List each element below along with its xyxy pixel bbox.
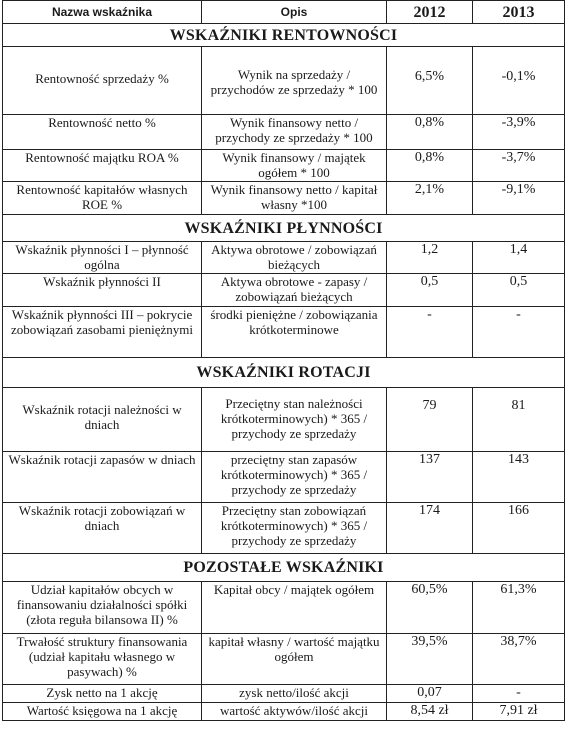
table-row [3, 307, 565, 358]
header-2012: 2012 [387, 1, 473, 24]
indicator-description: zysk netto/ilość akcji [202, 685, 387, 703]
header-name: Nazwa wskaźnika [3, 1, 202, 24]
indicator-name: Rentowność kapitałów własnych ROE % [3, 182, 202, 215]
indicator-name: Rentowność netto % [3, 115, 202, 150]
value-2012: 79 [387, 388, 473, 452]
indicator-description: Wynik na sprzedaży / przychodów ze sprzedaży * 100 [202, 47, 387, 115]
table-row [3, 582, 565, 634]
indicator-description: środki pieniężne / zobowiązania krótkoterminowe [202, 307, 387, 358]
section-title-other: POZOSTAŁE WSKAŹNIKI [3, 554, 565, 582]
indicator-name: Wskaźnik rotacji należności w dniach [3, 388, 202, 452]
value-2013: 1,4 [473, 242, 565, 274]
indicator-description: przeciętny stan zapasów krótkoterminowych) * 365 / przychody ze sprzedaży [202, 452, 387, 503]
indicator-name: Rentowność sprzedaży % [3, 47, 202, 115]
value-2012: 0,8% [387, 115, 473, 150]
table-row [3, 242, 565, 274]
value-2012: 2,1% [387, 182, 473, 215]
value-2012: 0,8% [387, 150, 473, 182]
table-row [3, 150, 565, 182]
table-row [3, 274, 565, 307]
value-2013: 7,91 zł [473, 703, 565, 721]
indicator-name: Wskaźnik rotacji zobowiązań w dniach [3, 503, 202, 554]
indicator-description: Przeciętny stan zobowiązań krótkoterminowych) * 365 / przychody ze sprzedaży [202, 503, 387, 554]
header-row [3, 1, 565, 24]
table-row [3, 388, 565, 452]
value-2013: 0,5 [473, 274, 565, 307]
indicators-table [2, 0, 565, 721]
value-2013: - [473, 685, 565, 703]
indicator-description: Kapitał obcy / majątek ogółem [202, 582, 387, 634]
value-2013: - [473, 307, 565, 358]
value-2013: -9,1% [473, 182, 565, 215]
header-2013: 2013 [473, 1, 565, 24]
section-title-liquidity: WSKAŹNIKI PŁYNNOŚCI [3, 215, 565, 242]
indicator-description: Wynik finansowy netto / kapitał własny *100 [202, 182, 387, 215]
table-row [3, 634, 565, 685]
table-row [3, 503, 565, 554]
table-row [3, 115, 565, 150]
value-2013: 38,7% [473, 634, 565, 685]
indicator-description: Przeciętny stan należności krótkoterminowych) * 365 / przychody ze sprzedaży [202, 388, 387, 452]
indicator-description: wartość aktywów/ilość akcji [202, 703, 387, 721]
table-row [3, 685, 565, 703]
value-2012: 6,5% [387, 47, 473, 115]
indicator-name: Udział kapitałów obcych w finansowaniu działalności spółki (złota reguła bilansowa II) % [3, 582, 202, 634]
value-2013: -3,7% [473, 150, 565, 182]
value-2012: 8,54 zł [387, 703, 473, 721]
value-2012: 174 [387, 503, 473, 554]
value-2013: 166 [473, 503, 565, 554]
value-2012: - [387, 307, 473, 358]
value-2012: 0,5 [387, 274, 473, 307]
table-row [3, 182, 565, 215]
indicator-name: Rentowność majątku ROA % [3, 150, 202, 182]
header-description: Opis [202, 1, 387, 24]
section-row [3, 24, 565, 47]
indicator-description: kapitał własny / wartość majątku ogółem [202, 634, 387, 685]
value-2012: 1,2 [387, 242, 473, 274]
indicator-name: Wskaźnik płynności III – pokrycie zobowiązań zasobami pieniężnymi [3, 307, 202, 358]
section-row [3, 554, 565, 582]
table-row [3, 452, 565, 503]
section-row [3, 215, 565, 242]
section-title-profitability: WSKAŹNIKI RENTOWNOŚCI [3, 24, 565, 47]
value-2013: -0,1% [473, 47, 565, 115]
table-row [3, 47, 565, 115]
value-2012: 60,5% [387, 582, 473, 634]
value-2013: -3,9% [473, 115, 565, 150]
value-2013: 81 [473, 388, 565, 452]
indicator-description: Aktywa obrotowe / zobowiązań bieżących [202, 242, 387, 274]
table-row [3, 703, 565, 721]
value-2012: 39,5% [387, 634, 473, 685]
indicator-description: Aktywa obrotowe - zapasy / zobowiązań bieżących [202, 274, 387, 307]
value-2012: 137 [387, 452, 473, 503]
value-2013: 61,3% [473, 582, 565, 634]
indicator-name: Zysk netto na 1 akcję [3, 685, 202, 703]
indicator-name: Wskaźnik płynności II [3, 274, 202, 307]
value-2012: 0,07 [387, 685, 473, 703]
section-row [3, 358, 565, 388]
indicator-name: Wskaźnik płynności I – płynność ogólna [3, 242, 202, 274]
value-2013: 143 [473, 452, 565, 503]
indicator-name: Wartość księgowa na 1 akcję [3, 703, 202, 721]
indicator-name: Wskaźnik rotacji zapasów w dniach [3, 452, 202, 503]
section-title-turnover: WSKAŹNIKI ROTACJI [3, 358, 565, 388]
indicator-description: Wynik finansowy / majątek ogółem * 100 [202, 150, 387, 182]
indicator-description: Wynik finansowy netto / przychody ze sprzedaży * 100 [202, 115, 387, 150]
indicator-name: Trwałość struktury finansowania (udział kapitału własnego w pasywach) % [3, 634, 202, 685]
